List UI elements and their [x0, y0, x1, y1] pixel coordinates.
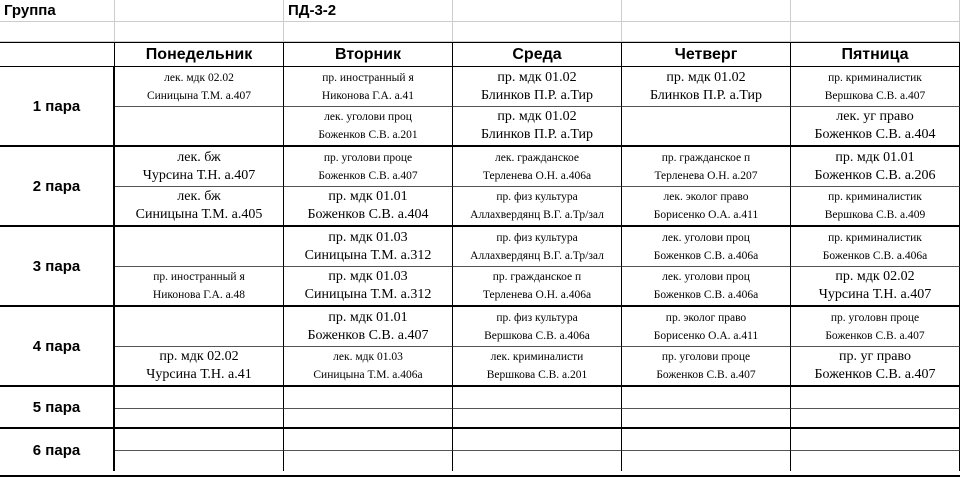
- lesson-cell: [453, 227, 622, 267]
- lesson-teacher: Синицына Т.М. а.406а: [313, 369, 423, 381]
- lesson-teacher: Боженков С.В. а.404: [307, 207, 429, 222]
- lesson-cell: [791, 107, 960, 147]
- lesson-teacher: Синицына Т.М. а.312: [304, 247, 432, 263]
- lesson-subject: лек. уголови проц: [662, 231, 750, 244]
- empty-cell: [284, 22, 453, 42]
- lesson-cell: [284, 307, 453, 347]
- group-label: Группа: [0, 0, 115, 22]
- pair-label-1: 1 пара: [0, 67, 115, 147]
- empty-cell: [791, 0, 960, 22]
- lesson-teacher: Синицына Т.М. а.405: [135, 207, 263, 222]
- group-value: ПД-3-2: [284, 0, 453, 22]
- lesson-subject: лек. гражданское: [495, 151, 579, 164]
- lesson-subject: лек. криминалисти: [490, 351, 584, 363]
- lesson-subject: лек. бж: [177, 189, 221, 204]
- empty-cell: [791, 387, 960, 409]
- lesson-cell: [791, 147, 960, 187]
- lesson-teacher: Боженков С.В. а.407: [814, 367, 936, 382]
- lesson-teacher: Блинков П.Р. а.Тир: [649, 87, 763, 103]
- lesson-cell: [115, 147, 284, 187]
- lesson-teacher: Борисенко О.А. а.411: [653, 209, 759, 221]
- empty-cell: [453, 451, 622, 471]
- lesson-subject: лек. мдк 02.02: [164, 71, 234, 84]
- pair-label-6: 6 пара: [0, 429, 115, 471]
- lesson-teacher: Боженков С.В. а.407: [318, 169, 418, 182]
- lesson-teacher: Блинков П.Р. а.Тир: [480, 87, 594, 103]
- lesson-cell: [284, 67, 453, 107]
- lesson-cell: [284, 347, 453, 387]
- lesson-cell: [453, 187, 622, 227]
- lesson-teacher: Борисенко О.А. а.411: [653, 329, 759, 342]
- empty-cell: [622, 429, 791, 451]
- lesson-cell: [115, 227, 284, 267]
- lesson-cell: [453, 147, 622, 187]
- lesson-teacher: Боженков С.В. а.406а: [653, 249, 759, 262]
- empty-cell: [115, 451, 284, 471]
- lesson-teacher: Боженков С.В. а.407: [656, 369, 756, 381]
- lesson-subject: пр. уголови проце: [661, 351, 751, 363]
- lesson-cell: [453, 67, 622, 107]
- lesson-teacher: Чурсина Т.Н. а.41: [146, 367, 252, 382]
- lesson-subject: пр. мдк 01.02: [497, 109, 577, 124]
- lesson-cell: [284, 107, 453, 147]
- empty-cell: [284, 387, 453, 409]
- lesson-subject: пр. мдк 01.03: [328, 269, 408, 284]
- lesson-subject: лек. бж: [177, 149, 221, 165]
- empty-cell: [622, 451, 791, 471]
- lesson-teacher: Вершкова С.В. а.409: [824, 209, 926, 221]
- lesson-teacher: Чурсина Т.Н. а.407: [818, 287, 932, 302]
- empty-cell: [453, 429, 622, 451]
- lesson-teacher: Аллахвердянц В.Г. а.Тр/зал: [470, 249, 604, 262]
- day-header-tuesday: Вторник: [284, 42, 453, 67]
- lesson-teacher: Вершкова С.В. а.201: [486, 369, 588, 381]
- lesson-teacher: Терленева О.Н. а.207: [654, 169, 758, 182]
- lesson-cell: [622, 107, 791, 147]
- lesson-teacher: Боженков С.В. а.206: [814, 167, 936, 183]
- lesson-cell: [622, 227, 791, 267]
- lesson-cell: [115, 107, 284, 147]
- lesson-cell: [115, 307, 284, 347]
- empty-cell: [115, 429, 284, 451]
- lesson-subject: пр. криминалистик: [828, 191, 922, 203]
- empty-cell: [115, 409, 284, 429]
- lesson-subject: лек. уголови проц: [662, 271, 750, 283]
- lesson-teacher: Вершкова С.В. а.406а: [484, 329, 590, 342]
- lesson-subject: пр. мдк 01.02: [497, 69, 577, 85]
- empty-cell: [284, 451, 453, 471]
- lesson-subject: пр. криминалистик: [828, 71, 922, 84]
- empty-cell: [622, 409, 791, 429]
- lesson-cell: [622, 147, 791, 187]
- empty-cell: [284, 409, 453, 429]
- empty-cell: [284, 429, 453, 451]
- lesson-subject: пр. мдк 02.02: [159, 349, 239, 364]
- lesson-teacher: Никонова Г.А. а.41: [321, 89, 415, 102]
- lesson-subject: пр. криминалистик: [828, 231, 922, 244]
- lesson-cell: [791, 227, 960, 267]
- empty-cell: [622, 0, 791, 22]
- lesson-subject: пр. уг право: [839, 349, 911, 364]
- lesson-teacher: Вершкова С.В. а.407: [824, 89, 926, 102]
- lesson-cell: [453, 307, 622, 347]
- lesson-cell: [453, 267, 622, 307]
- lesson-cell: [791, 347, 960, 387]
- lesson-subject: пр. эколог право: [665, 311, 747, 324]
- lesson-subject: пр. физ культура: [496, 311, 578, 324]
- lesson-teacher: Никонова Г.А. а.48: [152, 289, 246, 301]
- lesson-cell: [115, 267, 284, 307]
- lesson-teacher: Синицына Т.М. а.312: [304, 287, 432, 302]
- lesson-teacher: Аллахвердянц В.Г. а.Тр/зал: [470, 209, 604, 221]
- empty-cell: [622, 387, 791, 409]
- lesson-cell: [284, 227, 453, 267]
- lesson-subject: пр. гражданское п: [492, 271, 582, 283]
- lesson-teacher: Терленева О.Н. а.406а: [482, 289, 592, 301]
- pair-label-3: 3 пара: [0, 227, 115, 307]
- empty-cell: [0, 22, 115, 42]
- lesson-cell: [453, 107, 622, 147]
- lesson-cell: [791, 307, 960, 347]
- lesson-subject: лек. уголови проц: [324, 111, 412, 123]
- pair-label-4: 4 пара: [0, 307, 115, 387]
- lesson-cell: [791, 267, 960, 307]
- empty-cell: [791, 22, 960, 42]
- day-header-thursday: Четверг: [622, 42, 791, 67]
- empty-cell: [115, 22, 284, 42]
- lesson-teacher: Боженков С.В. а.406а: [822, 249, 928, 262]
- lesson-cell: [284, 267, 453, 307]
- lesson-teacher: Синицына Т.М. а.407: [146, 89, 252, 102]
- lesson-cell: [453, 347, 622, 387]
- lesson-subject: пр. мдк 01.01: [328, 309, 408, 325]
- lesson-cell: [284, 147, 453, 187]
- empty-cell: [115, 0, 284, 22]
- empty-cell: [453, 22, 622, 42]
- day-header-friday: Пятница: [791, 42, 960, 67]
- day-header-wednesday: Среда: [453, 42, 622, 67]
- lesson-cell: [115, 187, 284, 227]
- lesson-teacher: Боженков С.В. а.407: [307, 327, 429, 343]
- lesson-subject: пр. иностранный я: [322, 71, 414, 84]
- lesson-teacher: Боженков С.В. а.201: [318, 129, 418, 141]
- lesson-subject: пр. мдк 01.01: [835, 149, 915, 165]
- lesson-subject: лек. уг право: [836, 109, 914, 124]
- lesson-subject: пр. уголовн проце: [830, 311, 920, 324]
- lesson-subject: пр. физ культура: [496, 231, 578, 244]
- empty-cell: [791, 451, 960, 471]
- lesson-teacher: Боженков С.В. а.404: [814, 127, 936, 142]
- lesson-subject: пр. уголови проце: [323, 151, 413, 164]
- lesson-cell: [791, 67, 960, 107]
- lesson-teacher: Блинков П.Р. а.Тир: [480, 127, 594, 142]
- empty-cell: [453, 387, 622, 409]
- lesson-subject: пр. мдк 01.03: [328, 229, 408, 245]
- empty-cell: [453, 409, 622, 429]
- empty-cell: [791, 429, 960, 451]
- lesson-subject: лек. мдк 01.03: [333, 351, 403, 363]
- lesson-cell: [622, 347, 791, 387]
- lesson-cell: [622, 307, 791, 347]
- lesson-cell: [622, 187, 791, 227]
- lesson-subject: пр. иностранный я: [153, 271, 245, 283]
- lesson-subject: пр. мдк 01.02: [666, 69, 746, 85]
- empty-cell: [622, 22, 791, 42]
- lesson-cell: [115, 67, 284, 107]
- empty-cell: [115, 387, 284, 409]
- empty-cell: [453, 0, 622, 22]
- lesson-cell: [622, 267, 791, 307]
- corner-cell: [0, 42, 115, 67]
- lesson-teacher: Боженков С.В. а.406а: [653, 289, 759, 301]
- lesson-cell: [284, 187, 453, 227]
- pair-label-2: 2 пара: [0, 147, 115, 227]
- lesson-subject: пр. гражданское п: [661, 151, 751, 164]
- lesson-subject: пр. мдк 01.01: [328, 189, 408, 204]
- empty-cell: [791, 409, 960, 429]
- lesson-teacher: Чурсина Т.Н. а.407: [142, 167, 256, 183]
- lesson-subject: пр. физ культура: [496, 191, 578, 203]
- day-header-monday: Понедельник: [115, 42, 284, 67]
- lesson-teacher: Терленева О.Н. а.406а: [482, 169, 592, 182]
- pair-label-5: 5 пара: [0, 387, 115, 429]
- lesson-cell: [791, 187, 960, 227]
- lesson-subject: пр. мдк 02.02: [835, 269, 915, 284]
- lesson-cell: [622, 67, 791, 107]
- lesson-subject: лек. эколог право: [663, 191, 749, 203]
- lesson-teacher: Боженков С.В. а.407: [825, 329, 925, 342]
- lesson-cell: [115, 347, 284, 387]
